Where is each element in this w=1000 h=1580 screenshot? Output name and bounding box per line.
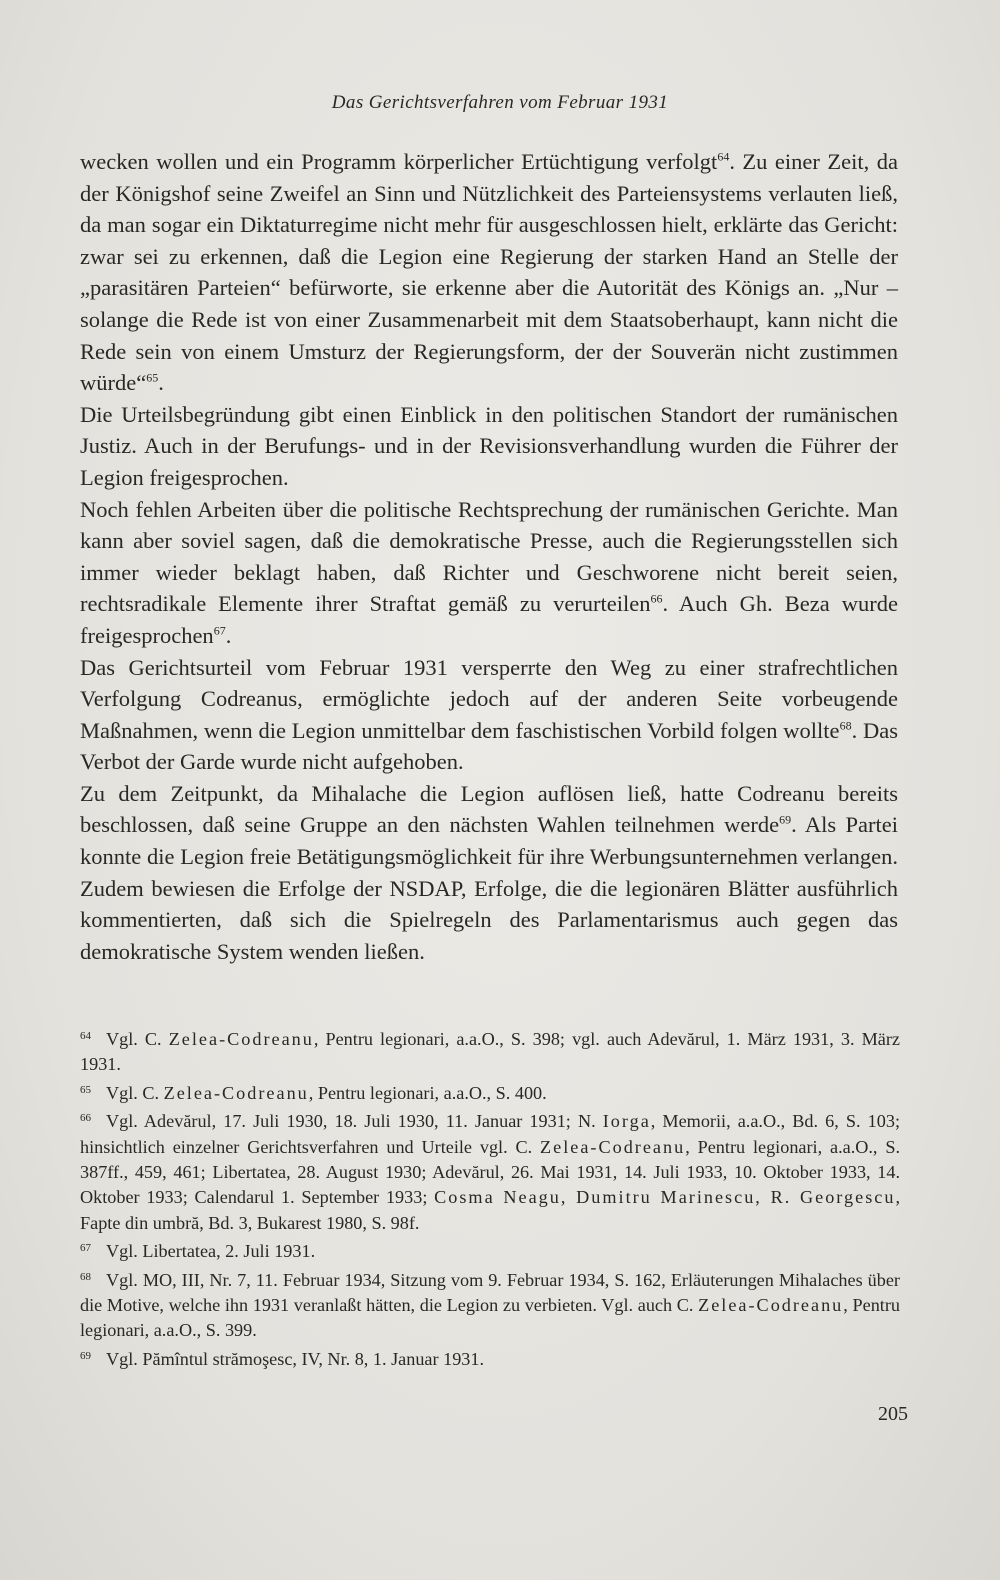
footnote-ref[interactable]: 65 [146, 370, 159, 385]
author-name: Iorga [602, 1111, 651, 1132]
footnote-ref[interactable]: 68 [839, 718, 852, 733]
paragraph: wecken wollen und ein Programm körperlicher Ertüchtigung verfolgt$^{64}$. Zu einer Zeit, da der Königshof seine Zweifel an Sinn und Nützlichkeit des Parteiensystems verlauten ließ, da man sogar ein Diktaturregime nicht mehr für ausgeschlossen hielt, erklärte das Gericht: zwar sei zu erkennen, daß die Legion eine Regierung der starken Hand an Stelle der „parasitären Parteien“ befürworte, sie erkenne aber die Autorität des Königs an. „Nur – solange die Rede ist von einer Zusammenarbeit mit dem Staatsoberhaupt, kann nicht die Rede sein von einem Umsturz der Regierungsform, der der Souverän nicht zustimmen würde“$^{65}$. [80, 149, 898, 396]
author-name: Zelea-Codreanu [698, 1295, 844, 1316]
footnote-66: 66 Vgl. Adevărul, 17. Juli 1930, 18. Juli 1930, 11. Januar 1931; N. Iorga, Memorii, a.a.O., Bd. 6, S. 103; hinsichtlich einzelner Gerichtsverfahren und Urteile vgl. C. Zelea-Codreanu, Pentru legionari, a.a.O., S. 387ff., 459, 461; Libertatea, 28. August 1930; Adevărul, 26. Mai 1931, 14. Juli 1933, 10. Oktober 1933, 14. Oktober 1933; Calendarul 1. September 1933; Cosma Neagu, Dumitru Marinescu, R. Georgescu, Fapte din umbră, Bd. 3, Bukarest 1980, S. 98f. [80, 1106, 900, 1236]
footnote-number: 65 [80, 1083, 91, 1096]
footnote-ref[interactable]: 67 [213, 623, 226, 638]
author-name: Cosma Neagu, Dumitru Marinescu, R. Georgescu [434, 1187, 896, 1208]
footnote-65: 65 Vgl. C. Zelea-Codreanu, Pentru legionari, a.a.O., S. 400. [80, 1078, 900, 1106]
footnote-number: 69 [80, 1349, 91, 1362]
author-name: Zelea-Codreanu [163, 1082, 309, 1103]
footnote-number: 64 [80, 1030, 91, 1042]
main-text [80, 146, 898, 967]
footnote-number: 66 [80, 1112, 91, 1125]
paragraph: Das Gerichtsurteil vom Februar 1931 versperrte den Weg zu einer strafrechtlichen Verfolgung Codreanus, ermöglichte jedoch auf der anderen Seite vorbeugende Maßnahmen, wenn die Legion unmittelbar dem faschistischen Vorbild folgen wollte$^{68}$. Das Verbot der Garde wurde nicht aufgehoben. [80, 654, 899, 775]
author-name: Zelea-Codreanu [540, 1136, 686, 1157]
footnote-number: 68 [80, 1270, 91, 1283]
running-head: Das Gerichtsverfahren vom Februar 1931 [331, 92, 669, 113]
footnote-67: 67 Vgl. Libertatea, 2. Juli 1931. [80, 1236, 900, 1264]
footnotes [80, 1024, 900, 1372]
footnote-ref[interactable]: 66 [650, 591, 663, 606]
footnote-number: 67 [80, 1242, 91, 1255]
footnote-68: 68 Vgl. MO, III, Nr. 7, 11. Februar 1934, Sitzung vom 9. Februar 1934, S. 162, Erläuterungen Mihalaches über die Motive, welche ihn 1931 veranlaßt hätten, die Legion zu verbieten. Vgl. auch C. Zelea-Codreanu, Pentru legionari, a.a.O., S. 399. [80, 1265, 900, 1344]
footnote-ref[interactable]: 69 [779, 812, 792, 827]
footnote-64: 64 Vgl. C. Zelea-Codreanu, Pentru legionari, a.a.O., S. 398; vgl. auch Adevărul, 1. März 1931, 3. März 1931. [80, 1024, 900, 1078]
paragraph: Noch fehlen Arbeiten über die politische Rechtsprechung der rumänischen Gerichte. Man kann aber soviel sagen, daß die demokratische Presse, auch die Regierungsstellen sich immer wieder beklagt haben, daß Richter und Geschworene nicht bereit seien, rechtsradikale Elemente ihrer Straftat gemäß zu verurteilen$^{66}$. Auch Gh. Beza wurde freigesprochen$^{67}$. [80, 496, 898, 648]
paragraph: Zu dem Zeitpunkt, da Mihalache die Legion auflösen ließ, hatte Codreanu bereits beschlossen, daß seine Gruppe an den nächsten Wahlen teilnehmen werde$^{69}$. Als Partei konnte die Legion freie Betätigungsmöglichkeit für ihre Werbungsunternehmen verlangen. Zudem bewiesen die Erfolge der NSDAP, Erfolge, die die legionären Blätter ausführlich kommentierten, daß sich die Spielregeln des Parlamentarismus auch gegen das demokratische System wenden ließen. [80, 780, 899, 964]
paragraph: Die Urteilsbegründung gibt einen Einblick in den politischen Standort der rumänischen Justiz. Auch in der Berufungs- und in der Revisionsverhandlung wurden die Führer der Legion freigesprochen. [80, 401, 898, 490]
page-number: 205 [878, 1403, 908, 1425]
author-name: Zelea-Codreanu [168, 1029, 314, 1049]
footnote-ref[interactable]: 64 [717, 149, 730, 164]
footnote-69: 69 Vgl. Pămîntul strămoşesc, IV, Nr. 8, 1. Januar 1931. [80, 1344, 900, 1372]
